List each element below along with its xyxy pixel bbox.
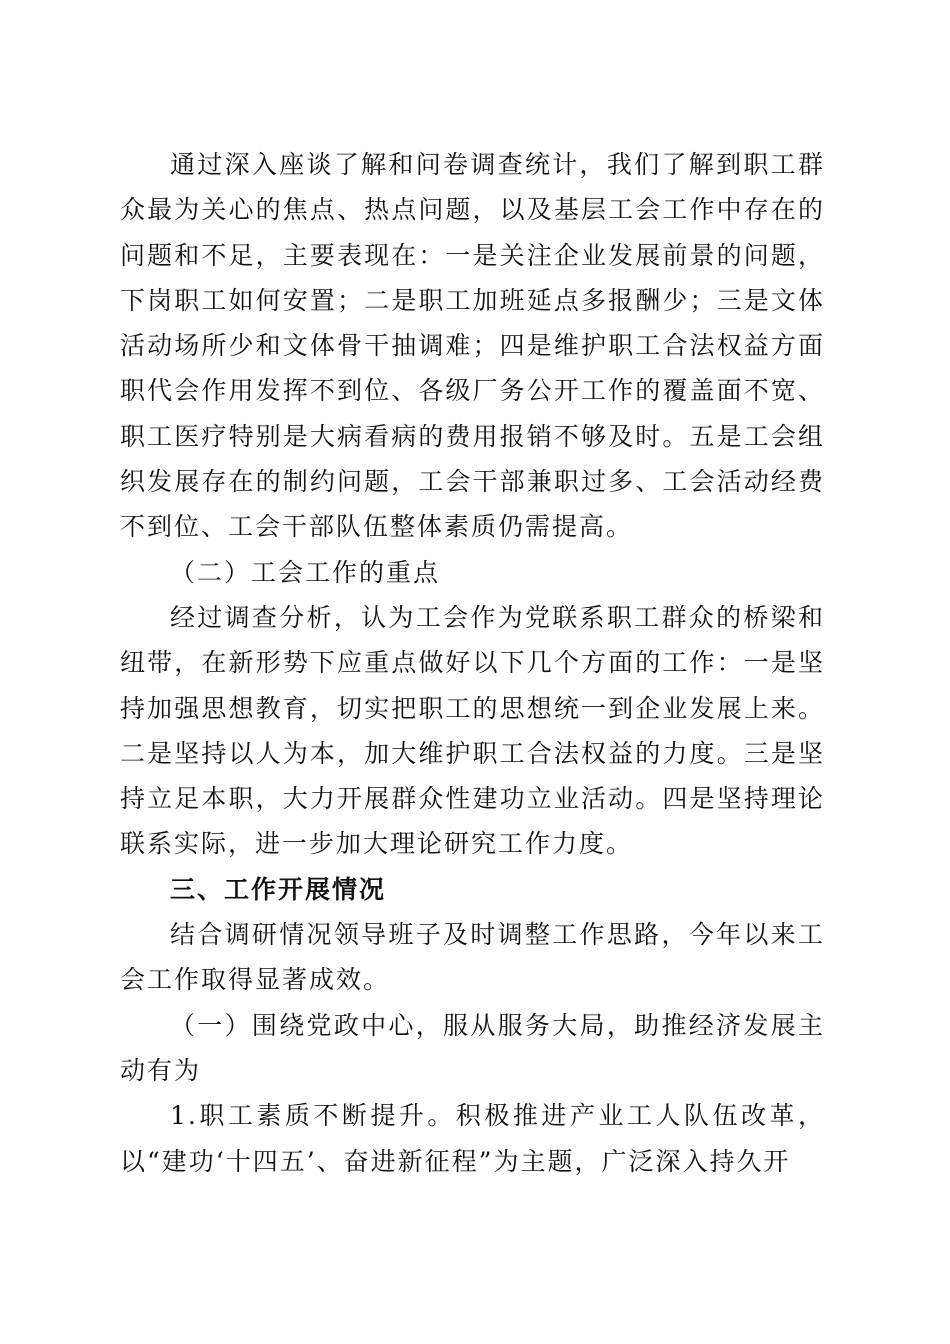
paragraph-analysis: 经过调查分析，认为工会作为党联系职工群众的桥梁和纽带，在新形势下应重点做好以下几个方面的工作：一是坚持加强思想教育，切实把职工的思想统一到企业发展上来。二是坚持以人为本，加大维护职工合法权益的力度。三是坚持立足本职，大力开展群众性建功立业活动。四是坚持理论联系实际，进一步加大理论研究工作力度。: [120, 602, 825, 859]
subheading-party-center: （一）围绕党政中心，服从服务大局，助推经济发展主动有为: [120, 1010, 825, 1085]
heading-work-progress: 三、工作开展情况: [170, 874, 387, 904]
paragraph-worker-quality: 1.职工素质不断提升。积极推进产业工人队伍改革，以“建功‘十四五’、奋进新征程”为主题，广泛深入持久开: [120, 1101, 825, 1176]
paragraph-problems: 通过深入座谈了解和问卷调查统计，我们了解到职工群众最为关心的焦点、热点问题，以及基层工会工作中存在的问题和不足，主要表现在：一是关注企业发展前景的问题，下岗职工如何安置；二是职工加班延点多报酬少；三是文体活动场所少和文体骨干抽调难；四是维护职工合法权益方面职代会作用发挥不到位、各级厂务公开工作的覆盖面不宽、职工医疗特别是大病看病的费用报销不够及时。五是工会组织发展存在的制约问题，工会干部兼职过多、工会活动经费不到位、工会干部队伍整体素质仍需提高。: [120, 150, 825, 542]
document-body: [120, 142, 825, 1184]
paragraph-results: 结合调研情况领导班子及时调整工作思路，今年以来工会工作取得显著成效。: [120, 920, 825, 995]
subheading-work-focus: （二）工会工作的重点: [170, 557, 441, 587]
